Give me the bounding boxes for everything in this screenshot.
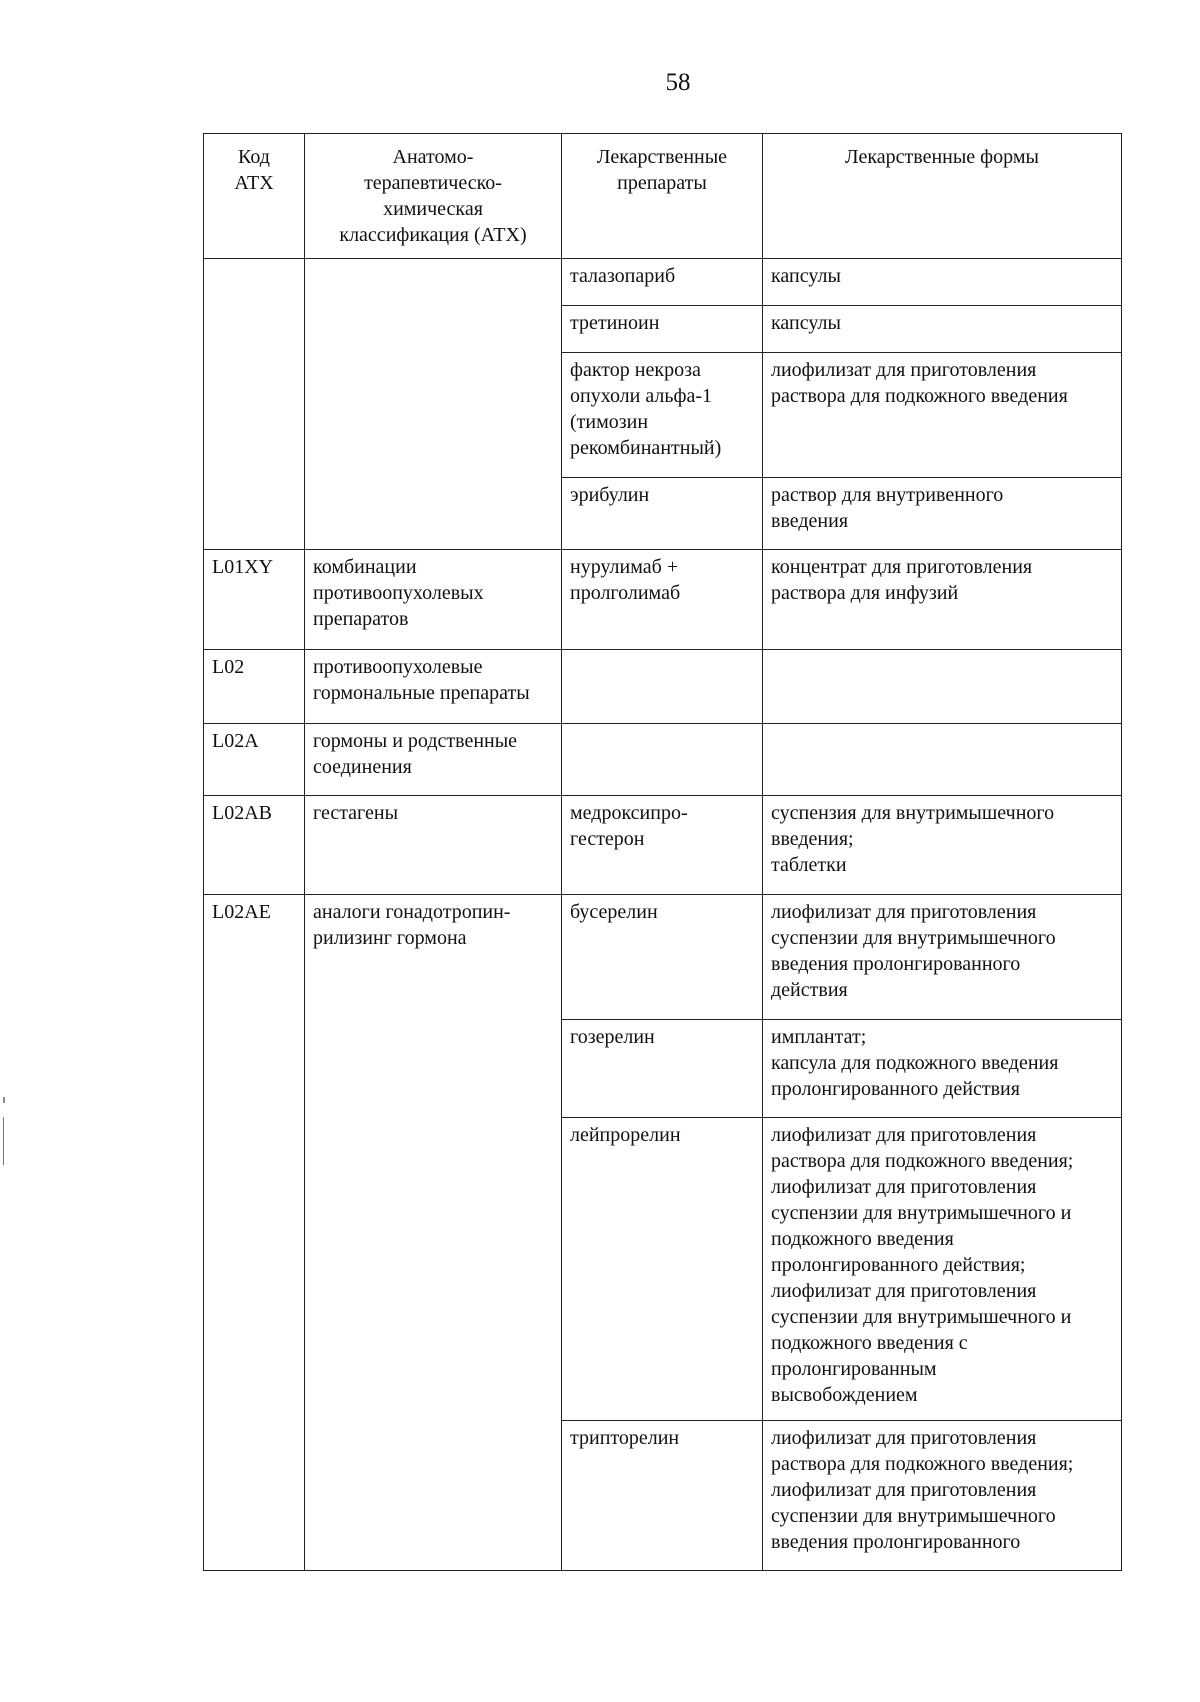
atc-class-cell: аналоги гонадотропин- рилизинг гормона [305,895,562,1571]
header-atc-classification: Анатомо- терапевтическо- химическая классификация (АТХ) [305,134,562,259]
header-dosage-forms: Лекарственные формы [763,134,1122,259]
form-cell: лиофилизат для приготовления суспензии для внутримышечного введения пролонгированного действия [763,895,1122,1020]
drug-cell: бусерелин [562,895,763,1020]
header-drugs: Лекарственные препараты [562,134,763,259]
atc-class-cell: гормоны и родственные соединения [305,724,562,796]
table-row [204,895,1122,1020]
atc-code-cell: L02AB [204,796,305,895]
scan-margin-line [3,1117,4,1165]
drug-cell: трипторелин [562,1421,763,1571]
form-cell: капсулы [763,259,1122,306]
form-cell: раствор для внутривенного введения [763,478,1122,550]
form-cell: лиофилизат для приготовления раствора для подкожного введения; лиофилизат для приготовления суспензии для внутримышечного и подкожного введения пролонгированного действия; лиофилизат для приготовления суспензии для внутримышечного и подкожного введения с пролонгированным высвобождением [763,1118,1122,1421]
drug-cell [562,724,763,796]
form-cell [763,650,1122,724]
page-number: 58 [665,69,691,96]
table-row [204,796,1122,895]
atc-code-cell: L01XY [204,550,305,650]
table-row [204,724,1122,796]
drug-cell: медроксипро- гестерон [562,796,763,895]
header-atc-code: Код АТХ [204,134,305,259]
drug-cell: нурулимаб + пролголимаб [562,550,763,650]
atc-class-cell: противоопухолевые гормональные препараты [305,650,562,724]
atc-code-cell: L02AE [204,895,305,1571]
atc-class-cell: гестагены [305,796,562,895]
atc-code-cell: L02 [204,650,305,724]
atc-table [203,133,1122,1571]
form-cell [763,724,1122,796]
atc-code-cell: L02A [204,724,305,796]
form-cell: суспензия для внутримышечного введения; таблетки [763,796,1122,895]
form-cell: концентрат для приготовления раствора для инфузий [763,550,1122,650]
scan-margin-mark [3,1097,5,1103]
drug-cell: лейпрорелин [562,1118,763,1421]
drug-cell: талазопариб [562,259,763,306]
form-cell: лиофилизат для приготовления раствора для подкожного введения; лиофилизат для приготовления суспензии для внутримышечного введения пролонгированного [763,1421,1122,1571]
form-cell: лиофилизат для приготовления раствора для подкожного введения [763,353,1122,478]
drug-cell: фактор некроза опухоли альфа-1 (тимозин рекомбинантный) [562,353,763,478]
table-row [204,550,1122,650]
table-row [204,259,1122,306]
drug-cell: эрибулин [562,478,763,550]
drug-cell [562,650,763,724]
atc-class-cell [305,259,562,550]
atc-class-cell: комбинации противоопухолевых препаратов [305,550,562,650]
form-cell: капсулы [763,306,1122,353]
drug-cell: гозерелин [562,1020,763,1118]
form-cell: имплантат; капсула для подкожного введения пролонгированного действия [763,1020,1122,1118]
table-row [204,650,1122,724]
table-header-row [204,134,1122,259]
drug-cell: третиноин [562,306,763,353]
atc-code-cell [204,259,305,550]
